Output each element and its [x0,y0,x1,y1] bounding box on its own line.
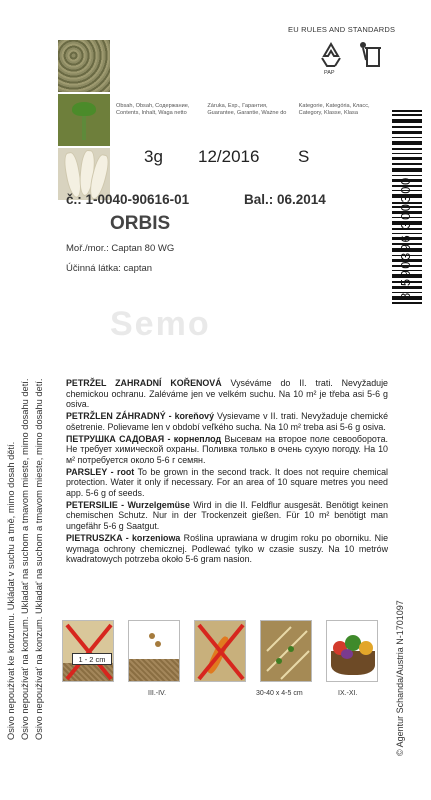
description-ru: ПЕТРУШКА САДОВАЯ - корнеплод Высевам на второе поле севооборота. Не требует химической охраны. Поливка только в очень сухую погоду. На 10 м² потребуется около 5-6 г семян. [66,433,388,465]
side-warning-text [0,40,56,760]
spacing-pictogram [260,620,312,682]
side-warning-line: Osivo nepoužívať na konzum. Ukladať na suchom a tmavom mieste, mimo dosahu detí. [20,378,30,740]
legend-contents: Obsah, Obsah, Содержание, Contents, Inhalt, Waga netto [116,103,190,116]
copyright-notice: © Agentur Schanda/Austria N-1701097 [395,600,405,756]
legend-guarantee: Záruka, Exp., Гарантия, Guarantee, Garantie, Ważne do [207,103,287,116]
description-en: PARSLEY - root To be grown in the second track. It does not require chemical protection. Water it only if necessary. For an area of 10 square metres you need app. 5-6 g of seeds. [66,466,388,499]
sowing-depth: 1 - 2 cm [72,653,112,665]
no-presoak-pictogram [62,620,114,682]
product-photos [58,40,110,202]
growing-descriptions [66,378,388,566]
sowing-pictograms [62,620,388,682]
eu-rules-label: EU RULES AND STANDARDS [288,25,396,34]
packed-date: Bal.: 06.2014 [244,192,326,207]
trash-bin-icon [358,40,384,70]
recycle-icon [318,42,344,68]
description-sk: PETRŽLEN ZÁHRADNÝ - koreňový Vysievame v II. trati. Nevyžaduje chemické ošetrenie. Polievame len v období veľkého sucha. Na 10 m² treba asi 5-6 g osiva. [66,411,388,432]
prohibited-cross-icon [195,621,246,682]
info-legend [116,103,386,117]
no-transplant-pictogram [194,620,246,682]
active-substance: Účinná látka: captan [66,263,153,274]
description-cz: PETRŽEL ZAHRADNÍ KOŘENOVÁ Vyséváme do II. trati. Nevyžaduje chemickou ochranu. Zaléváme jen ve velkém suchu. Na 10 m² je třeba asi 5-6 g osiva. [66,378,388,410]
guarantee-date: 12/2016 [198,147,260,166]
description-pl: PIETRUSZKA - korzeniowa Roślina uprawiana w drugim roku po oborniku. Nie wymaga ochrony chemicznej. Podlewać tylko w czasie suszy. Na 10 metrów kwadratowych potrzeba około 5-6 gram nasion. [66,532,389,565]
barcode-number: 8 590396 300300 [398,176,413,300]
side-warning-line: Osivo nepoužívat ke konzumu. Ukládat v suchu a tmě, mimo dosah dětí. [6,441,16,740]
recycle-label: PAP [324,70,335,76]
catalog-code: č.: 1-0040-90616-01 [66,192,190,207]
seeds-photo [58,40,110,92]
side-warning-line: Osivo nepoužívať na konzum. Ukladať na suchom a tmavom mieste, mimo dosahu detí. [34,378,44,740]
description-de: PETERSILIE - Wurzelgemüse Wird in die II. Feldflur ausgesät. Benötigt keinen chemischen Schutz. Nur in der Trockenzeit gießen. Für 10 m² benötigt man ungefähr 5-6 g Saatgut. [66,499,388,532]
harvest-time: IX.-XI. [338,690,358,697]
harvest-pictogram [326,620,378,682]
category-class: S [298,147,310,166]
plant-spacing: 30-40 x 4-5 cm [256,690,303,697]
sowing-depth-pictogram [128,620,180,682]
prohibited-cross-icon [63,621,114,682]
sowing-time: III.-IV. [148,690,167,697]
net-weight: 3g [144,147,163,166]
watermark: Semo [110,305,211,343]
legend-category: Kategorie, Kategória, Класс, Category, Klasse, Klasa [298,103,370,116]
seed-treatment: Moř./mor.: Captan 80 WG [66,243,175,254]
variety-name: ORBIS [110,213,171,234]
seedling-photo [58,94,110,146]
